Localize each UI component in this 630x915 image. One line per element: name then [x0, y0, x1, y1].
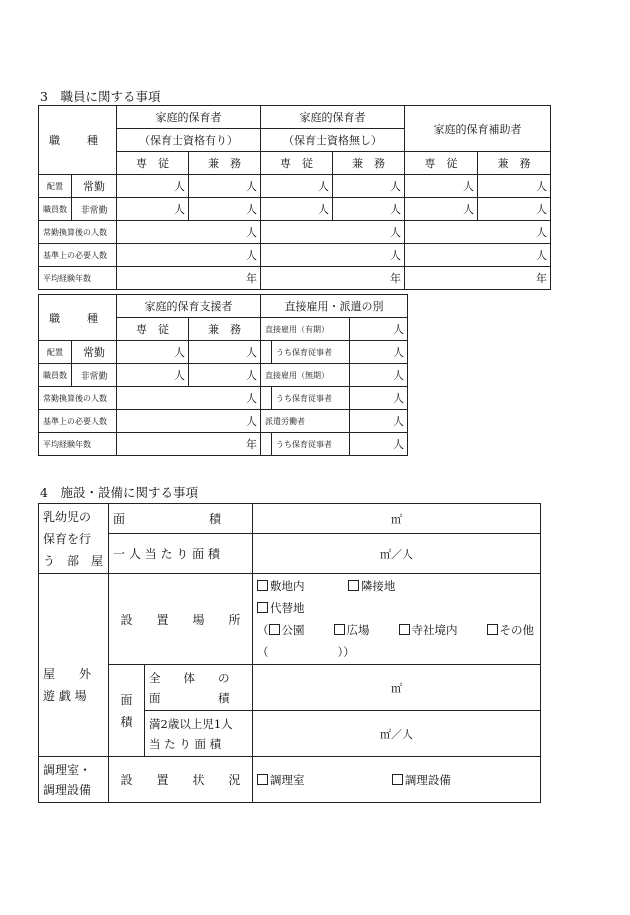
col-c-header: 家庭的保育補助者 — [405, 106, 551, 152]
mitsu-value: ㎡／人 — [253, 711, 541, 757]
cell-unit: 人 — [405, 175, 478, 198]
cell-unit: 人 — [117, 221, 261, 244]
uchi-hoiku-label: うち保育従事者 — [272, 387, 350, 410]
hitori-menseki-label: 一 人 当 た り 面 積 — [109, 534, 253, 574]
cell-unit: 人 — [478, 175, 551, 198]
setchi-basho-label: 設 置 場 所 — [109, 574, 253, 665]
kenmu-d: 兼 務 — [189, 318, 261, 341]
cell-unit: 人 — [189, 341, 261, 364]
checkbox-jisha[interactable]: 寺社境内 — [399, 619, 458, 641]
menseki-value: ㎡ — [253, 504, 541, 534]
col-b-header: 家庭的保育者 — [261, 106, 405, 129]
uchi-hoiku-label: うち保育従事者 — [272, 433, 350, 456]
cell-year: 年 — [117, 267, 261, 290]
checkbox-daitaichi[interactable]: 代替地 — [257, 601, 305, 615]
cell-unit: 人 — [261, 175, 333, 198]
cell-unit: 人 — [189, 175, 261, 198]
checkbox-koen[interactable]: 公園 — [269, 623, 305, 637]
haken-label: 派遣労働者 — [261, 410, 350, 433]
kenmu-b: 兼 務 — [333, 152, 405, 175]
cell-unit: 人 — [117, 244, 261, 267]
checkbox-sonota[interactable]: その他 — [487, 619, 535, 641]
menseki-vertical-label: 面 積 — [109, 665, 145, 757]
checkbox-shikichinai[interactable]: 敷地内 — [257, 579, 305, 593]
haichi-label-2: 配置 — [39, 341, 72, 364]
kansan-label: 常勤換算後の人数 — [39, 221, 117, 244]
setchi-jokyo-label: 設 置 状 況 — [109, 757, 253, 803]
zentai-value: ㎡ — [253, 665, 541, 711]
hitsuyo-label: 基準上の必要人数 — [39, 244, 117, 267]
kenmu-c: 兼 務 — [478, 152, 551, 175]
cell-year: 年 — [117, 433, 261, 456]
cell-unit: 人 — [333, 198, 405, 221]
hijokin-label: 非常勤 — [72, 198, 117, 221]
okugai-label: 屋 外 遊 戯 場 — [39, 574, 109, 757]
senju-c: 専 従 — [405, 152, 478, 175]
checkbox-choriishitsu[interactable]: 調理室 — [257, 773, 305, 787]
cell-unit: 人 — [117, 341, 189, 364]
cell-unit: 人 — [333, 175, 405, 198]
shokushu-header-2: 職 種 — [39, 295, 117, 341]
cell-unit: 人 — [350, 410, 408, 433]
staff-table-2 — [38, 294, 408, 456]
jokin-label-2: 常勤 — [72, 341, 117, 364]
checkbox-rinsetsuchi[interactable]: 隣接地 — [348, 579, 396, 593]
cell-unit: 人 — [117, 387, 261, 410]
shokushu-header: 職 種 — [39, 106, 117, 175]
cell-unit: 人 — [261, 244, 405, 267]
shokuinsu-label-2: 職員数 — [39, 364, 72, 387]
senju-d: 専 従 — [117, 318, 189, 341]
cell-unit: 人 — [117, 198, 189, 221]
checkbox-hiroba[interactable]: 広場 — [334, 619, 370, 641]
chokusetsu-muki-label: 直接雇用（無期） — [261, 364, 350, 387]
cell-unit: 人 — [350, 318, 408, 341]
checkbox-chorisetsubi[interactable]: 調理設備 — [392, 773, 451, 787]
cell-unit: 人 — [405, 221, 551, 244]
mitsu-label: 満2歳以上児1人 当 た り 面 積 — [145, 711, 253, 757]
senju-b: 専 従 — [261, 152, 333, 175]
senju-a: 専 従 — [117, 152, 189, 175]
facility-table — [38, 503, 541, 803]
cell-unit: 人 — [117, 410, 261, 433]
cell-unit: 人 — [405, 244, 551, 267]
uchi-hoiku-label: うち保育従事者 — [272, 341, 350, 364]
col-b-subheader: （保育士資格無し） — [261, 129, 405, 152]
cell-unit: 人 — [117, 364, 189, 387]
indent-cell — [261, 433, 272, 456]
chori-label: 調理室・ 調理設備 — [39, 757, 109, 803]
hitori-menseki-value: ㎡／人 — [253, 534, 541, 574]
chori-options — [253, 757, 541, 803]
kansan-label-2: 常勤換算後の人数 — [39, 387, 117, 410]
other-text-line: （ ）） — [257, 645, 355, 659]
keiken-label: 平均経験年数 — [39, 267, 117, 290]
zentai-label: 全 体 の 面 積 — [145, 665, 253, 711]
cell-unit: 人 — [405, 198, 478, 221]
indent-cell — [261, 341, 272, 364]
indent-cell — [261, 387, 272, 410]
hijokin-label-2: 非常勤 — [72, 364, 117, 387]
chokusetsu-yuki-label: 直接雇用（有期） — [261, 318, 350, 341]
col-a-header: 家庭的保育者 — [117, 106, 261, 129]
cell-unit: 人 — [117, 175, 189, 198]
haichi-label: 配置 — [39, 175, 72, 198]
section-4-title: 4 施設・設備に関する事項 — [40, 485, 198, 500]
menseki-label: 面 積 — [109, 504, 253, 534]
shokuinsu-label: 職員数 — [39, 198, 72, 221]
cell-unit: 人 — [350, 387, 408, 410]
cell-unit: 人 — [261, 221, 405, 244]
col-e-header: 直接雇用・派遣の別 — [261, 295, 408, 318]
staff-table-1 — [38, 105, 551, 290]
cell-unit: 人 — [189, 198, 261, 221]
hitsuyo-label-2: 基準上の必要人数 — [39, 410, 117, 433]
section-3-title: 3 職員に関する事項 — [40, 89, 161, 104]
col-a-subheader: （保育士資格有り） — [117, 129, 261, 152]
location-options: 敷地内 隣接地 代替地 （ 公園 広場 寺社境内 その他 （ ）） — [253, 574, 541, 665]
cell-unit: 人 — [189, 364, 261, 387]
room-label: 乳幼児の 保育を行 う 部 屋 — [39, 504, 109, 574]
keiken-label-2: 平均経験年数 — [39, 433, 117, 456]
cell-unit: 人 — [478, 198, 551, 221]
cell-unit: 人 — [350, 433, 408, 456]
cell-year: 年 — [261, 267, 405, 290]
cell-unit: 人 — [350, 341, 408, 364]
jokin-label: 常勤 — [72, 175, 117, 198]
cell-unit: 人 — [261, 198, 333, 221]
col-d-header: 家庭的保育支援者 — [117, 295, 261, 318]
cell-unit: 人 — [350, 364, 408, 387]
kenmu-a: 兼 務 — [189, 152, 261, 175]
cell-year: 年 — [405, 267, 551, 290]
